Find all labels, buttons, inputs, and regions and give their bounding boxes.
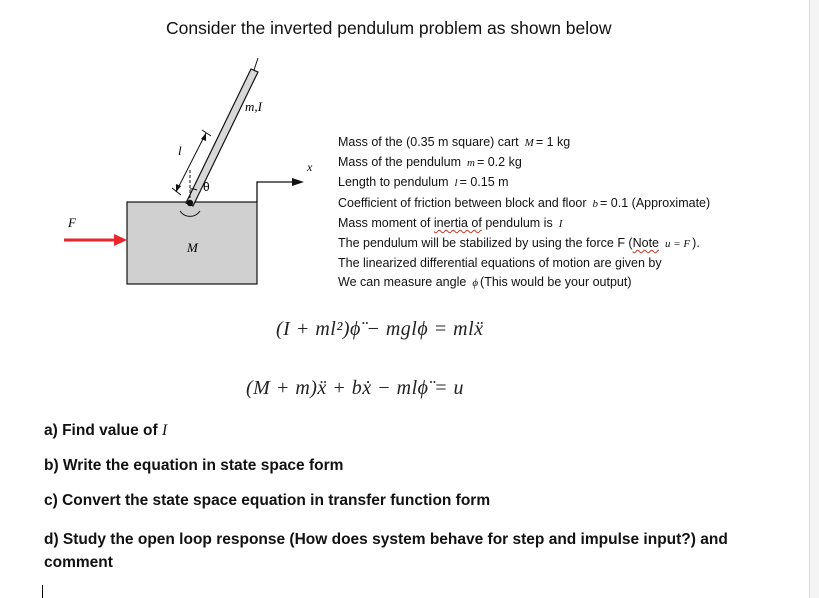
- length-label: l: [178, 143, 182, 158]
- length-dimension-tick-top: [202, 130, 211, 136]
- force-arrowhead: [114, 234, 127, 246]
- param-equations-intro: The linearized differential equations of motion are given by: [338, 256, 662, 271]
- param-pendulum-length: Length to pendulum l = 0.15 m: [338, 175, 509, 190]
- problem-title: Consider the inverted pendulum problem as shown below: [166, 18, 612, 38]
- equation-pendulum: (I + ml²)ϕ̈ − mglϕ = mlẍ: [276, 318, 484, 340]
- angle-label: θ: [203, 180, 210, 194]
- cart-label: M: [187, 240, 198, 255]
- param-measured-output: We can measure angle ϕ (This would be your output): [338, 275, 632, 290]
- force-label: F: [68, 215, 76, 230]
- length-arrowhead-top: [201, 133, 206, 141]
- param-inertia: Mass moment of inertia of pendulum is I: [338, 215, 563, 230]
- text-cursor[interactable]: [42, 585, 43, 598]
- param-pendulum-mass: Mass of the pendulum m = 0.2 kg: [338, 155, 522, 170]
- param-friction: Coefficient of friction between block and floor b = 0.1 (Approximate): [338, 195, 711, 210]
- equation-cart: (M + m)ẍ + bẋ − mlϕ̈ = u: [246, 377, 465, 399]
- x-direction-arrowhead: [292, 178, 304, 186]
- parameter-list: [338, 133, 710, 294]
- question-b: b) Write the equation in state space form: [44, 457, 344, 474]
- length-arrowhead-bottom: [176, 184, 181, 192]
- x-label: x: [307, 160, 313, 174]
- question-d: d) Study the open loop response (How does system behave for step and impulse input?) and comment: [44, 531, 728, 571]
- pendulum-rod: [186, 69, 258, 206]
- param-control-force: The pendulum will be stabilized by using the force F (Note u = F ).: [338, 236, 700, 251]
- x-direction-line: [257, 182, 293, 202]
- question-c: c) Convert the state space equation in transfer function form: [44, 492, 491, 509]
- question-a: a) Find value of I: [44, 422, 168, 439]
- param-cart-mass: Mass of the (0.35 m square) cart M = 1 kg: [338, 135, 571, 149]
- mass-inertia-label: m,I: [245, 99, 262, 114]
- pendulum-tip: [254, 58, 258, 70]
